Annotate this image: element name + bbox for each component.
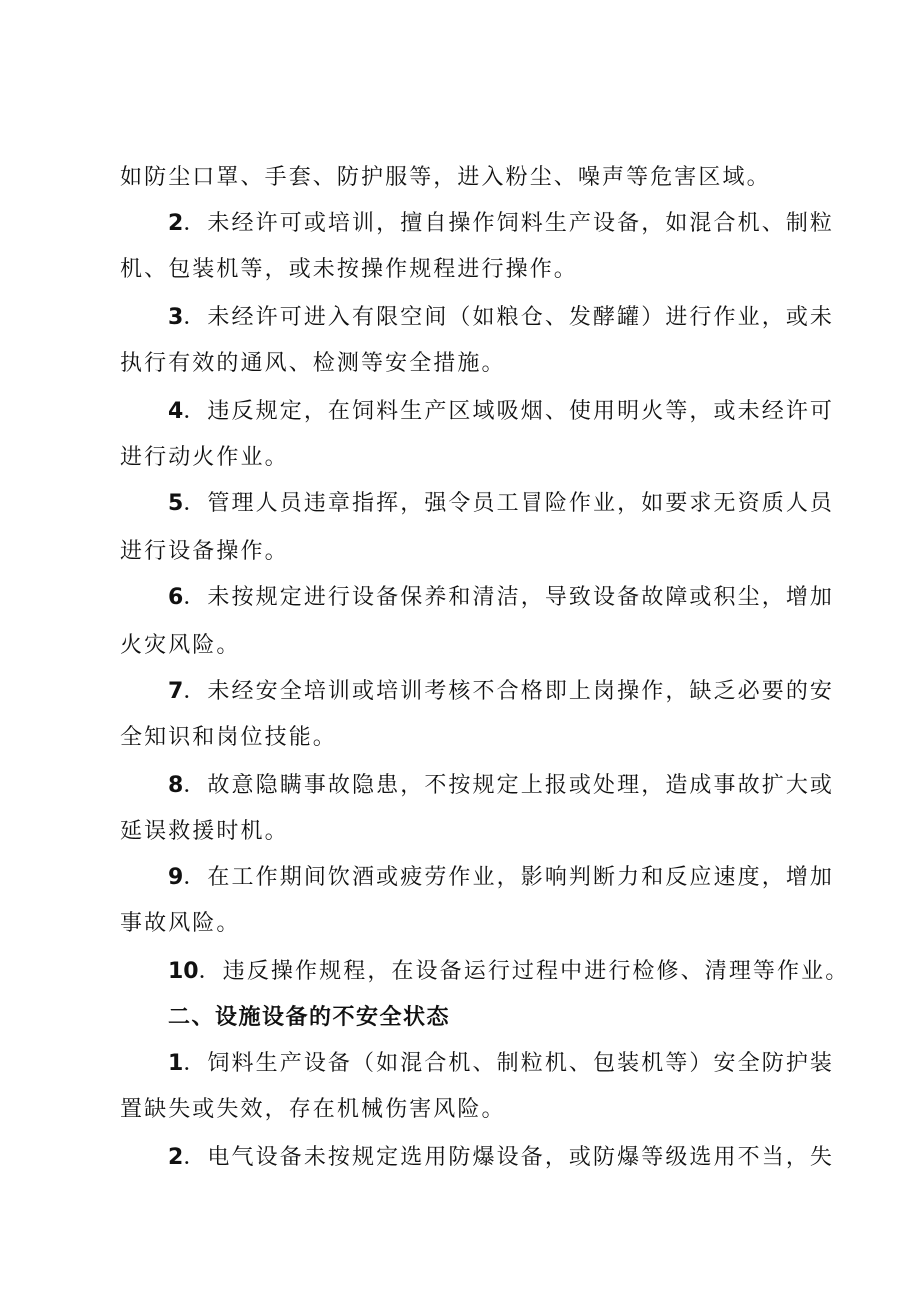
line-text: ．饲料生产设备（如混合机、制粒机、包装机等）安全防护装 [183,1051,835,1076]
line-text: 机、包装机等，或未按操作规程进行操作。 [120,257,578,282]
line-text: ．违反规定，在饲料生产区域吸烟、使用明火等，或未经许可 [183,399,835,424]
list-item-6 [168,582,835,614]
line-text: ．未经许可或培训，擅自操作饲料生产设备，如混合机、制粒 [183,211,835,236]
item-number: 10 [168,959,199,984]
item-number: 2 [168,211,184,236]
line-text: 延误救援时机。 [120,819,289,844]
line-text: ．故意隐瞒事故隐患，不按规定上报或处理，造成事故扩大或 [183,773,835,798]
paragraph-continuation [120,348,810,380]
line-text: 进行设备操作。 [120,539,289,564]
line-text: 事故风险。 [120,911,241,936]
paragraph-continuation [120,162,810,194]
paragraph-continuation [120,722,810,754]
heading-text: 二、设施设备的不安全状态 [168,1005,451,1030]
item-number: 3 [168,305,184,330]
list-item-4 [168,396,835,428]
paragraph-continuation [120,254,810,286]
list-item-7 [168,676,835,708]
item-number: 6 [168,585,184,610]
line-text: 进行动火作业。 [120,445,289,470]
line-text: 火灾风险。 [120,633,241,658]
line-text: ．在工作期间饮酒或疲劳作业，影响判断力和反应速度，增加 [183,865,835,890]
paragraph-continuation [120,630,810,662]
list-item-9 [168,862,835,894]
line-text: ．未按规定进行设备保养和清洁，导致设备故障或积尘，增加 [183,585,835,610]
item-number: 8 [168,773,184,798]
line-text: ．违反操作规程，在设备运行过程中进行检修、清理等作业。 [198,959,850,984]
line-text: 全知识和岗位技能。 [120,725,337,750]
item-number: 5 [168,491,184,516]
paragraph-continuation [120,908,810,940]
line-text: ．管理人员违章指挥，强令员工冒险作业，如要求无资质人员 [183,491,835,516]
list-item-10 [168,956,850,988]
line-text: 执行有效的通风、检测等安全措施。 [120,351,506,376]
paragraph-continuation [120,1094,810,1126]
list-item-5 [168,488,835,520]
list-item-8 [168,770,835,802]
paragraph-continuation [120,536,810,568]
list-item-2 [168,208,835,240]
list-item-1 [168,1048,835,1080]
paragraph-continuation [120,442,810,474]
list-item-2b [168,1142,835,1174]
item-number: 2 [168,1145,184,1170]
item-number: 9 [168,865,184,890]
paragraph-continuation [120,816,810,848]
line-text: 如防尘口罩、手套、防护服等，进入粉尘、噪声等危害区域。 [120,165,771,190]
line-text: ．电气设备未按规定选用防爆设备，或防爆等级选用不当，失 [183,1145,835,1170]
line-text: ．未经安全培训或培训考核不合格即上岗操作，缺乏必要的安 [183,679,835,704]
section-heading [168,1002,858,1034]
item-number: 7 [168,679,184,704]
item-number: 4 [168,399,184,424]
line-text: ．未经许可进入有限空间（如粮仓、发酵罐）进行作业，或未 [183,305,835,330]
line-text: 置缺失或失效，存在机械伤害风险。 [120,1097,506,1122]
item-number: 1 [168,1051,184,1076]
list-item-3 [168,302,835,334]
